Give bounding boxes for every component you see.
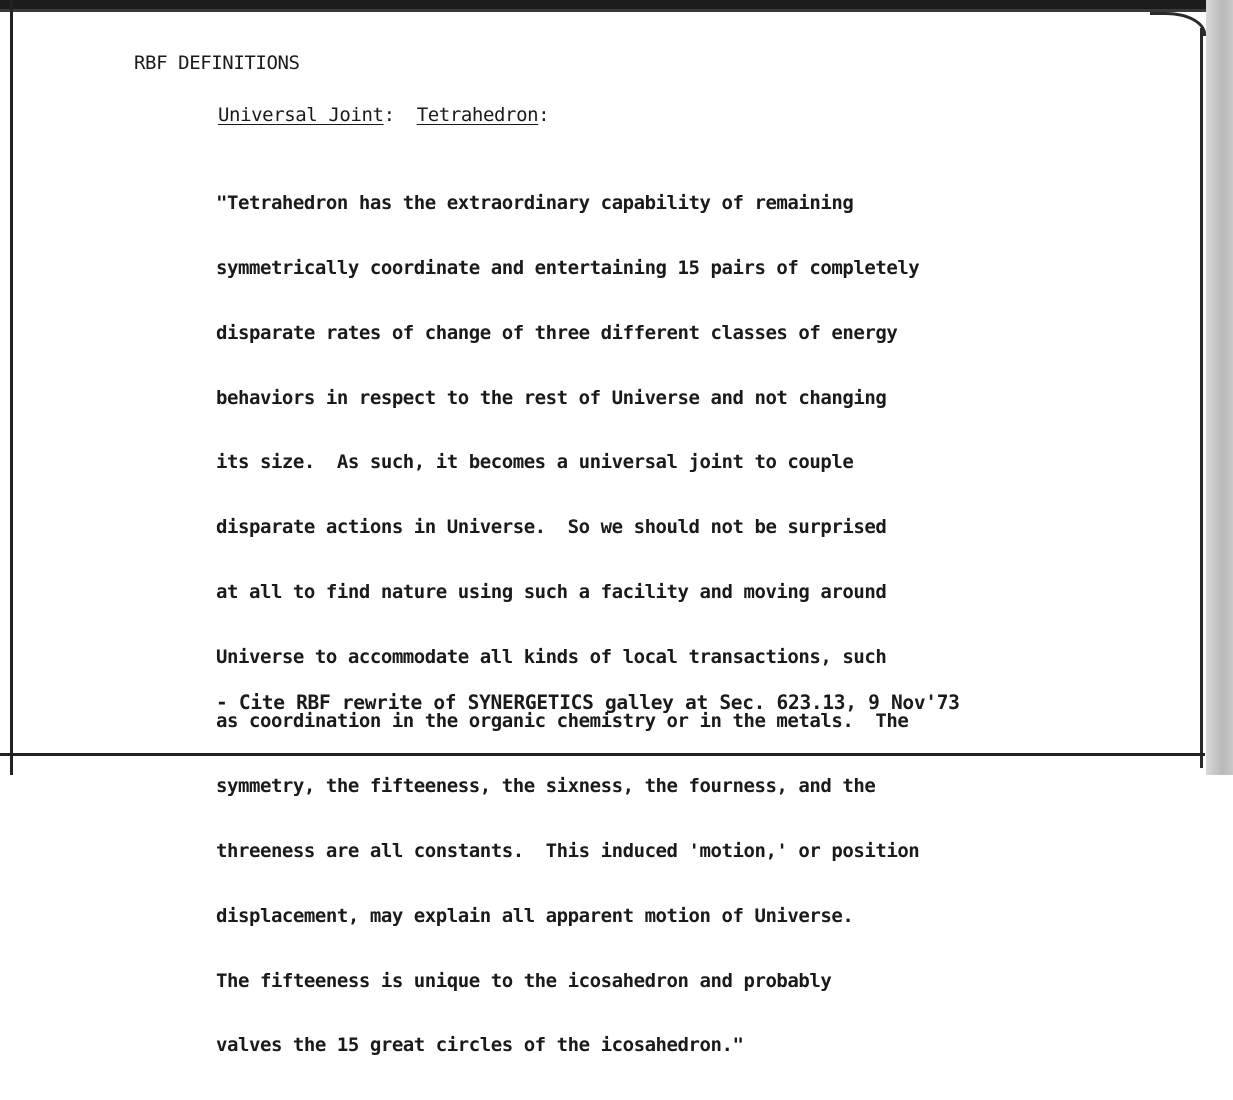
term-suffix: : (538, 104, 550, 126)
quote-line: its size. As such, it becomes a universal joint to couple (216, 451, 854, 474)
quote-line: The fifteeness is unique to the icosahedron and probably (216, 969, 832, 992)
quote-line: disparate rates of change of three different classes of energy (216, 321, 898, 344)
quote-line: displacement, may explain all apparent motion of Universe. (216, 904, 854, 927)
quote-line: symmetrically coordinate and entertaining 15 pairs of completely (216, 256, 920, 279)
term-universal-joint: Universal Joint (218, 104, 384, 126)
citation: - Cite RBF rewrite of SYNERGETICS galley at Sec. 623.13, 9 Nov'73 (216, 691, 960, 714)
quote-line: symmetry, the fifteeness, the sixness, the fourness, and the (216, 775, 876, 798)
quote-line: Universe to accommodate all kinds of local transactions, such (216, 645, 887, 668)
right-border (1200, 28, 1203, 768)
quote-line: disparate actions in Universe. So we should not be surprised (216, 516, 887, 539)
quote-line: valves the 15 great circles of the icosahedron." (216, 1034, 744, 1057)
adjacent-page-shadow (1206, 0, 1233, 775)
term-tetrahedron: Tetrahedron (416, 104, 539, 126)
quote-line: "Tetrahedron has the extraordinary capability of remaining (216, 192, 854, 215)
term-separator: : (383, 104, 417, 126)
quote-line: as coordination in the organic chemistry or in the metals. The (216, 710, 909, 733)
quote-line: behaviors in respect to the rest of Universe and not changing (216, 386, 887, 409)
quote-line: at all to find nature using such a facility and moving around (216, 580, 887, 603)
left-border (10, 0, 13, 775)
definition-quote (216, 150, 919, 1100)
card-corner (1150, 12, 1206, 36)
page-header: RBF DEFINITIONS (134, 52, 300, 74)
top-border-inner (0, 9, 1210, 12)
definition-heading (218, 104, 549, 126)
top-border (0, 0, 1233, 9)
quote-line: threeness are all constants. This induced 'motion,' or position (216, 840, 920, 862)
